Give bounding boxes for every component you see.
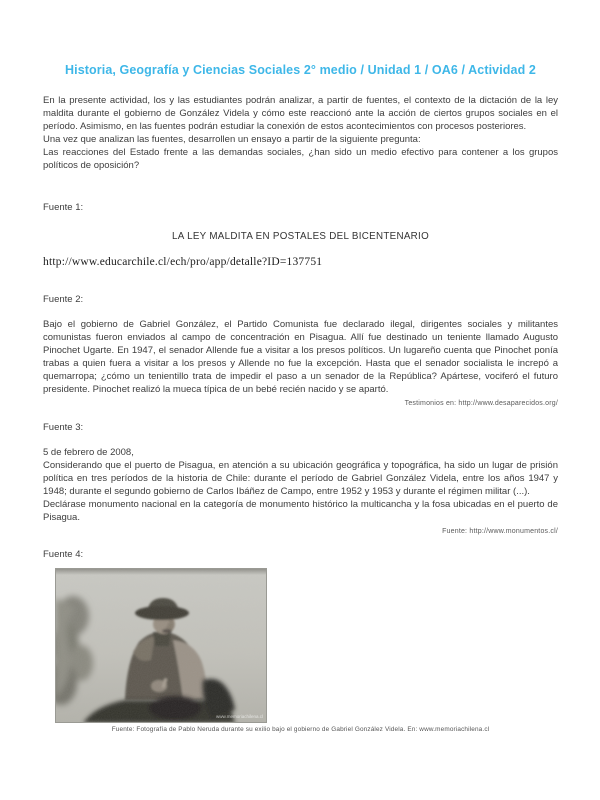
source3-credit: Fuente: http://www.monumentos.cl/ bbox=[442, 528, 558, 535]
source1-heading: LA LEY MALDITA EN POSTALES DEL BICENTENARIO bbox=[172, 231, 429, 242]
photo-watermark: www.memoriachilena.cl bbox=[215, 714, 263, 719]
source4-label: Fuente 4: bbox=[43, 549, 84, 560]
source4-caption: Fuente: Fotografía de Pablo Neruda durante su exilio bajo el gobierno de Gabriel González Videla. En: www.memoriachilena.cl bbox=[111, 726, 490, 733]
source2-body: Bajo el gobierno de Gabriel González, el Partido Comunista fue declarado ilegal, dirigentes sociales y militantes comunistas fueron enviados al campo de concentración en Pisagua. Allí fue destinado un teniente llamado Augusto Pinochet Ugarte. En 1947, el senador Allende fue a visitar a los presos políticos. Un lugareño cuenta que Pinochet ponía trabas a quien fuera a visitar a los presos y Allende no fue la excepción. Hasta que el senador socialista le increpó a quemarropa; ¿cómo un tenientillo trata de impedir el paso a un senador de la República? Apártese, vociferó el futuro presidente. Pinochet realizó la mueca típica de un bebé recién nacido y se apartó. bbox=[43, 319, 558, 395]
intro-instruction: Una vez que analizan las fuentes, desarrollen un ensayo a partir de la siguiente pregunta: bbox=[43, 134, 421, 145]
source2-label: Fuente 2: bbox=[43, 294, 84, 305]
page-title: Historia, Geografía y Ciencias Sociales 2° medio / Unidad 1 / OA6 / Actividad 2 bbox=[65, 63, 536, 77]
source3-body2: Declárase monumento nacional en la categoría de monumento histórico la multicancha y la fosa ubicadas en el puerto de Pisagua. bbox=[43, 499, 558, 523]
intro-paragraph: En la presente actividad, los y las estudiantes podrán analizar, a partir de fuentes, el contexto de la dictación de la ley maldita durante el gobierno de González Videla y cómo este reaccionó ante la acción de ciertos grupos sociales en el período. Asimismo, en las fuentes podrán estudiar la conexión de estos acontecimientos con procesos posteriores. bbox=[43, 95, 558, 132]
source2-credit: Testimonios en: http://www.desaparecidos.org/ bbox=[404, 400, 558, 407]
source1-label: Fuente 1: bbox=[43, 202, 84, 213]
neruda-photo bbox=[55, 568, 267, 723]
source3-body: Considerando que el puerto de Pisagua, en atención a su ubicación geográfica y topográfica, ha sido un lugar de prisión política en tres períodos de la historia de Chile: durante el período de Gabriel González Videla, entre los años 1947 y 1948; durante el segundo gobierno de Carlos Ibáñez de Campo, entre 1952 y 1953 y durante el régimen militar (...). bbox=[43, 460, 558, 497]
activity-question: Las reacciones del Estado frente a las demandas sociales, ¿han sido un medio efectivo para contener a los grupos políticos de oposición? bbox=[43, 147, 558, 171]
source1-url: http://www.educarchile.cl/ech/pro/app/detalle?ID=137751 bbox=[43, 256, 323, 268]
source3-label: Fuente 3: bbox=[43, 422, 84, 433]
source3-date: 5 de febrero de 2008, bbox=[43, 447, 134, 458]
